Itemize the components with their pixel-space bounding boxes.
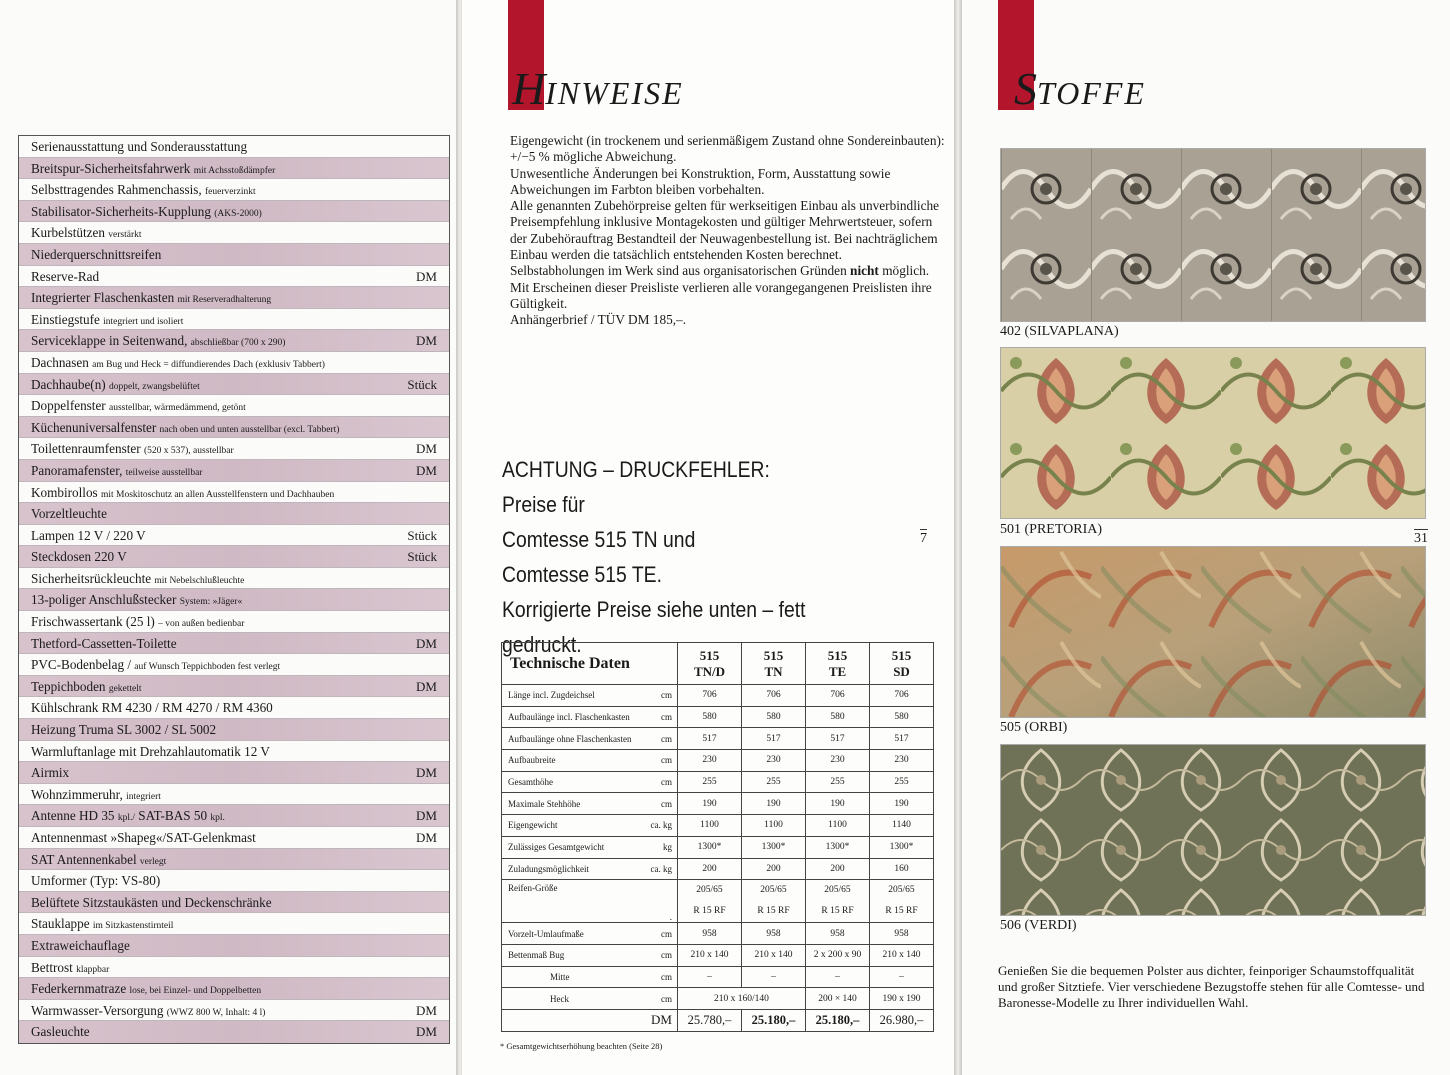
equipment-unit: DM bbox=[416, 830, 437, 845]
tech-cell: 1300* bbox=[678, 836, 742, 858]
tech-row bbox=[502, 685, 934, 707]
hinweise-heading: HINWEISE bbox=[512, 63, 684, 114]
fabric-label: 402 (SILVAPLANA) bbox=[1000, 324, 1119, 339]
note-validity: Mit Erscheinen dieser Preisliste verlieren alle vorangegangenen Preislisten ihre Gültigkeit. bbox=[510, 279, 932, 311]
equipment-row bbox=[19, 762, 449, 784]
model-variant: SD bbox=[893, 663, 910, 679]
equipment-row bbox=[19, 395, 449, 417]
equipment-unit: DM bbox=[416, 462, 437, 478]
tech-row-unit: cm bbox=[638, 793, 678, 815]
equipment-note: doppelt, zwangsbelüftet bbox=[109, 381, 200, 392]
equipment-name: Bettrost bbox=[31, 959, 73, 975]
tech-row bbox=[502, 728, 934, 750]
tech-row bbox=[502, 988, 934, 1010]
equipment-note: (WWZ 800 W, Inhalt: 4 l) bbox=[166, 1007, 266, 1018]
equipment-note: nach oben und unten ausstellbar (excl. Tabbert) bbox=[159, 424, 340, 435]
equipment-name: Heizung Truma SL 3002 / SL 5002 bbox=[31, 722, 217, 738]
equipment-row bbox=[19, 676, 449, 698]
tech-cell: 190 bbox=[870, 793, 934, 815]
model-number: 515 bbox=[699, 647, 720, 663]
page-hinweise bbox=[462, 0, 954, 1075]
equipment-row bbox=[19, 136, 449, 158]
equipment-note: integriert bbox=[126, 791, 161, 802]
tech-cell: 580 bbox=[806, 706, 870, 728]
page-stoffe bbox=[962, 0, 1450, 1075]
fabric-swatch-silvaplana bbox=[1000, 148, 1426, 322]
tech-cell: 190 bbox=[806, 793, 870, 815]
tech-row-label: Aufbaubreite bbox=[502, 750, 638, 772]
tech-row-unit: ca. kg bbox=[638, 858, 678, 880]
tech-row-label: Zuladungsmöglichkeit bbox=[502, 858, 638, 880]
tech-row bbox=[502, 923, 934, 945]
equipment-row bbox=[19, 741, 449, 763]
equipment-unit: DM bbox=[416, 635, 437, 651]
equipment-row bbox=[19, 568, 449, 590]
tech-cell: – bbox=[806, 966, 870, 988]
footnote: * Gesamtgewichtserhöhung beachten (Seite 28) bbox=[500, 1041, 663, 1051]
tech-row-label: Aufbaulänge ohne Flaschenkasten bbox=[502, 728, 638, 750]
equipment-name: Kühlschrank RM 4230 / RM 4270 / RM 4360 bbox=[31, 700, 273, 716]
equipment-row bbox=[19, 244, 449, 266]
tech-cell: 706 bbox=[678, 685, 742, 707]
tech-cell: 580 bbox=[870, 706, 934, 728]
equipment-name: Umformer (Typ: VS-80) bbox=[31, 873, 161, 889]
equipment-note: (AKS-2000) bbox=[214, 208, 262, 219]
tech-cell: 1300* bbox=[806, 836, 870, 858]
equipment-row bbox=[19, 222, 449, 244]
tech-row-label: Eigengewicht bbox=[502, 815, 638, 837]
tech-cell: 1300* bbox=[870, 836, 934, 858]
tire-type: R 15 RF bbox=[693, 906, 726, 917]
equipment-name: Dachhaube(n) bbox=[31, 376, 106, 392]
price-currency: DM bbox=[502, 1009, 678, 1031]
tech-row-unit: cm bbox=[638, 685, 678, 707]
misprint-warning bbox=[502, 452, 889, 662]
model-variant: TE bbox=[828, 663, 847, 679]
equipment-name: Stabilisator-Sicherheits-Kupplung bbox=[31, 203, 211, 219]
equipment-row bbox=[19, 352, 449, 374]
equipment-row bbox=[19, 589, 449, 611]
tech-cell: 517 bbox=[806, 728, 870, 750]
tech-title: Technische Daten bbox=[502, 643, 678, 685]
tech-cell: 210 x 160/140 bbox=[678, 988, 806, 1010]
equipment-row bbox=[19, 957, 449, 979]
equipment-name: Breitspur-Sicherheitsfahrwerk bbox=[31, 160, 191, 176]
tech-cell bbox=[678, 880, 742, 923]
tech-row-label: Mitte bbox=[502, 966, 638, 988]
tire-size: 205/65 bbox=[888, 885, 915, 896]
model-column-header bbox=[742, 643, 806, 685]
tech-cell: 1100 bbox=[742, 815, 806, 837]
equipment-unit: DM bbox=[416, 333, 437, 349]
equipment-row bbox=[19, 654, 449, 676]
equipment-unit: DM bbox=[416, 1024, 437, 1040]
equipment-row bbox=[19, 287, 449, 309]
equipment-name: Toilettenraumfenster bbox=[31, 441, 141, 457]
tech-cell: 230 bbox=[870, 750, 934, 772]
tire-size: 205/65 bbox=[824, 885, 851, 896]
technical-data-table bbox=[501, 642, 934, 1032]
equipment-unit: DM bbox=[416, 1002, 437, 1018]
equipment-name: Dachnasen bbox=[31, 354, 89, 370]
equipment-name: SAT Antennenkabel bbox=[31, 851, 137, 867]
tech-row bbox=[502, 771, 934, 793]
equipment-row bbox=[19, 978, 449, 1000]
tech-row-unit: . bbox=[638, 880, 678, 923]
equipment-note: mit Achsstoßdämpfer bbox=[193, 165, 276, 176]
tech-cell: 517 bbox=[870, 728, 934, 750]
equipment-name: Panoramafenster, bbox=[31, 462, 123, 478]
equipment-note: (520 x 537), ausstellbar bbox=[143, 446, 234, 457]
equipment-note: am Bug und Heck = diffundierendes Dach (exklusiv Tabbert) bbox=[92, 359, 325, 370]
equipment-name: Küchenuniversalfenster bbox=[31, 419, 157, 435]
fabric-pattern-image bbox=[1001, 149, 1426, 322]
tech-row bbox=[502, 815, 934, 837]
equipment-name: Warmwasser-Versorgung bbox=[31, 1002, 164, 1018]
equipment-name: Integrierter Flaschenkasten bbox=[31, 290, 175, 306]
tech-cell: 210 x 140 bbox=[742, 944, 806, 966]
note-weight: Eigengewicht (in trockenem und serienmäßigem Zustand ohne Sondereinbauten): +/−5 % mögliche Abweichung. bbox=[510, 133, 945, 165]
tech-row-label: Maximale Stehhöhe bbox=[502, 793, 638, 815]
equipment-note: – von außen bedienbar bbox=[158, 619, 245, 630]
model-column-header bbox=[678, 643, 742, 685]
tech-cell: 517 bbox=[678, 728, 742, 750]
equipment-name: Wohnzimmeruhr, bbox=[31, 786, 123, 802]
equipment-name: PVC-Bodenbelag / bbox=[31, 657, 131, 673]
equipment-note: teilweise ausstellbar bbox=[125, 467, 203, 478]
tech-row bbox=[502, 706, 934, 728]
hinweise-notes bbox=[510, 133, 950, 329]
equipment-row bbox=[19, 913, 449, 935]
equipment-name: Warmluftanlage mit Drehzahlautomatik 12 V bbox=[31, 743, 270, 759]
tech-row-label: Länge incl. Zugdeichsel bbox=[502, 685, 638, 707]
page-equipment bbox=[0, 0, 456, 1075]
tech-row-unit: cm bbox=[638, 706, 678, 728]
tech-row-label: Heck bbox=[502, 988, 638, 1010]
fabric-pattern-image bbox=[1001, 348, 1426, 519]
warning-line: Comtesse 515 TN und bbox=[502, 527, 696, 552]
tech-row bbox=[502, 880, 934, 923]
equipment-unit: DM bbox=[416, 765, 437, 781]
fabric-label: 505 (ORBI) bbox=[1000, 720, 1068, 735]
equipment-row bbox=[19, 525, 449, 547]
tech-cell: 160 bbox=[870, 858, 934, 880]
equipment-name: Antennenmast »Shapeg«/SAT-Gelenkmast bbox=[31, 830, 256, 845]
equipment-row bbox=[19, 417, 449, 439]
note-pickup: Selbstabholungen im Werk sind aus organisatorischen Gründen nicht möglich. bbox=[510, 263, 930, 279]
equipment-note: gekettelt bbox=[108, 683, 142, 694]
warning-line: Korrigierte Preise siehe unten – fett gedruckt. bbox=[502, 597, 806, 657]
tech-cell: 706 bbox=[870, 685, 934, 707]
equipment-note: System: »Jäger« bbox=[179, 597, 243, 608]
equipment-name: Frischwassertank (25 l) bbox=[31, 614, 155, 630]
equipment-note: im Sitzkastenstirnteil bbox=[92, 921, 174, 932]
tech-cell: 958 bbox=[870, 923, 934, 945]
equipment-name: Serienausstattung und Sonderausstattung bbox=[31, 139, 248, 154]
tire-type: R 15 RF bbox=[821, 906, 854, 917]
tech-cell: – bbox=[870, 966, 934, 988]
tech-cell bbox=[806, 880, 870, 923]
equipment-name: Airmix bbox=[31, 765, 70, 781]
tech-cell: 210 x 140 bbox=[678, 944, 742, 966]
equipment-name: Sicherheitsrückleuchte bbox=[31, 570, 152, 586]
tech-cell: 958 bbox=[742, 923, 806, 945]
equipment-row bbox=[19, 935, 449, 957]
fabric-swatch-verdi bbox=[1000, 744, 1426, 916]
tech-cell: 1300* bbox=[742, 836, 806, 858]
tech-row-label: Bettenmaß Bug bbox=[502, 944, 638, 966]
equipment-name: Stauklappe bbox=[31, 916, 90, 932]
tech-cell: 2 x 200 x 90 bbox=[806, 944, 870, 966]
equipment-row bbox=[19, 1000, 449, 1022]
tech-cell: 255 bbox=[806, 771, 870, 793]
equipment-row bbox=[19, 633, 449, 655]
equipment-note: ausstellbar, wärmedämmend, getönt bbox=[109, 403, 246, 414]
equipment-name: Kombirollos bbox=[31, 484, 98, 500]
tech-row-unit: cm bbox=[638, 728, 678, 750]
tech-cell: 958 bbox=[678, 923, 742, 945]
tech-cell bbox=[742, 880, 806, 923]
tech-row bbox=[502, 966, 934, 988]
fabric-pattern-image bbox=[1001, 745, 1426, 916]
model-variant: TN bbox=[764, 663, 783, 679]
equipment-note: feuerverzinkt bbox=[204, 187, 256, 198]
tech-cell: 230 bbox=[742, 750, 806, 772]
tech-row-unit: cm bbox=[638, 988, 678, 1010]
tech-cell: 1140 bbox=[870, 815, 934, 837]
equipment-name: 13-poliger Anschlußstecker bbox=[31, 592, 177, 608]
equipment-row bbox=[19, 503, 449, 525]
tech-cell: 255 bbox=[870, 771, 934, 793]
equipment-row bbox=[19, 201, 449, 223]
price-cell: 25.180,– bbox=[806, 1009, 870, 1031]
tire-type: R 15 RF bbox=[757, 906, 790, 917]
tech-cell: 1100 bbox=[678, 815, 742, 837]
equipment-name: Selbsttragendes Rahmenchassis, bbox=[31, 182, 202, 198]
equipment-row bbox=[19, 719, 449, 741]
tech-row-unit: kg bbox=[638, 836, 678, 858]
equipment-name: Doppelfenster bbox=[31, 398, 106, 414]
tech-cell bbox=[870, 880, 934, 923]
equipment-note: kpl. bbox=[210, 813, 225, 824]
fabric-description: Genießen Sie die bequemen Polster aus dichter, feinporiger Schaumstoffqualität und großer Sitztiefe. Vier verschiedene Bezugstoffe stehen für alle Comtesse- und Baronesse-Modelle zu Ihrer individuellen Wahl. bbox=[998, 963, 1425, 1010]
equipment-list bbox=[18, 135, 450, 1044]
equipment-note: mit Moskitoschutz an allen Ausstellfenstern und Dachhauben bbox=[100, 489, 335, 500]
equipment-name: Vorzeltleuchte bbox=[31, 506, 107, 522]
note-prices: Alle genannten Zubehörpreise gelten für werkseitigen Einbau als unverbindliche Preisempfehlung inklusive Montagekosten und gültiger Mehrwertsteuer, sofern der Zubehörauftrag Bestandteil der Neuwagenbestellung ist. Bei nachträglichem Einbau werden die tatsächlich entstehenden Kosten berechnet. bbox=[510, 198, 940, 263]
tech-cell: 706 bbox=[742, 685, 806, 707]
tech-row-unit: cm bbox=[638, 750, 678, 772]
model-column-header bbox=[806, 643, 870, 685]
equipment-name: Thetford-Cassetten-Toilette bbox=[31, 635, 177, 651]
equipment-row bbox=[19, 482, 449, 504]
tech-cell: 580 bbox=[678, 706, 742, 728]
tech-cell: 190 bbox=[678, 793, 742, 815]
equipment-note: integriert und isoliert bbox=[103, 316, 184, 327]
tech-cell: 200 bbox=[806, 858, 870, 880]
equipment-note: abschließbar (700 x 290) bbox=[190, 338, 286, 349]
equipment-unit: Stück bbox=[407, 549, 437, 565]
equipment-note: mit Reserveradhalterung bbox=[177, 295, 272, 306]
tech-cell: 580 bbox=[742, 706, 806, 728]
tech-row-unit: ca. kg bbox=[638, 815, 678, 837]
equipment-row bbox=[19, 179, 449, 201]
tech-cell: 200 × 140 bbox=[806, 988, 870, 1010]
equipment-row bbox=[19, 309, 449, 331]
model-number: 515 bbox=[827, 647, 848, 663]
equipment-row bbox=[19, 158, 449, 180]
fabric-pattern-image bbox=[1001, 547, 1426, 718]
equipment-name: Federkernmatraze bbox=[31, 981, 127, 997]
tech-row-label: Aufbaulänge incl. Flaschenkasten bbox=[502, 706, 638, 728]
note-tuev: Anhängerbrief / TÜV DM 185,–. bbox=[510, 312, 687, 328]
tech-row-label: Vorzelt-Umlaufmaße bbox=[502, 923, 638, 945]
equipment-row bbox=[19, 892, 449, 914]
fabric-label: 506 (VERDI) bbox=[1000, 918, 1077, 933]
equipment-row bbox=[19, 805, 449, 827]
page-number-7: 7 bbox=[920, 531, 927, 546]
equipment-name: Lampen 12 V / 220 V bbox=[31, 527, 146, 543]
equipment-name: Gasleuchte bbox=[31, 1024, 90, 1040]
tech-cell: 210 x 140 bbox=[870, 944, 934, 966]
tech-cell: 230 bbox=[806, 750, 870, 772]
warning-title: ACHTUNG – DRUCKFEHLER: bbox=[502, 457, 770, 482]
tech-cell: 255 bbox=[742, 771, 806, 793]
equipment-note: klappbar bbox=[76, 964, 110, 975]
equipment-name: Belüftete Sitzstaukästen und Deckenschränke bbox=[31, 894, 272, 910]
equipment-row bbox=[19, 374, 449, 396]
equipment-row bbox=[19, 266, 449, 288]
tech-cell: 200 bbox=[742, 858, 806, 880]
equipment-row bbox=[19, 611, 449, 633]
equipment-unit: Stück bbox=[407, 527, 437, 543]
price-cell: 25.180,– bbox=[742, 1009, 806, 1031]
page-number-31: 31 bbox=[1414, 531, 1428, 546]
tech-cell: – bbox=[678, 966, 742, 988]
equipment-note: mit Nebelschlußleuchte bbox=[154, 575, 245, 586]
tech-cell: 1100 bbox=[806, 815, 870, 837]
equipment-note: kpl./ bbox=[117, 813, 135, 824]
tire-size: 205/65 bbox=[696, 885, 723, 896]
tire-type: R 15 RF bbox=[885, 906, 918, 917]
tech-row bbox=[502, 836, 934, 858]
tech-cell: 190 bbox=[742, 793, 806, 815]
equipment-row bbox=[19, 849, 449, 871]
equipment-unit: DM bbox=[416, 808, 437, 824]
tech-row-label: Gesamthöhe bbox=[502, 771, 638, 793]
tech-cell: 255 bbox=[678, 771, 742, 793]
warning-line: Preise für bbox=[502, 492, 585, 517]
price-cell: 26.980,– bbox=[870, 1009, 934, 1031]
tech-row-unit: cm bbox=[638, 771, 678, 793]
tire-size: 205/65 bbox=[760, 885, 787, 896]
tech-cell: 200 bbox=[678, 858, 742, 880]
model-number: 515 bbox=[891, 647, 912, 663]
tech-row-unit: cm bbox=[638, 944, 678, 966]
equipment-unit: DM bbox=[416, 441, 437, 457]
model-number: 515 bbox=[763, 647, 784, 663]
equipment-name: Teppichboden bbox=[31, 678, 106, 694]
fabric-swatch-pretoria bbox=[1000, 347, 1426, 519]
equipment-row bbox=[19, 1021, 449, 1043]
tech-row-unit: cm bbox=[638, 923, 678, 945]
equipment-row bbox=[19, 784, 449, 806]
tech-row-label: Zulässiges Gesamtgewicht bbox=[502, 836, 638, 858]
equipment-note: verlegt bbox=[139, 856, 167, 867]
tech-cell: – bbox=[742, 966, 806, 988]
equipment-name: Serviceklappe in Seitenwand, bbox=[31, 333, 188, 349]
model-variant: TN/D bbox=[693, 663, 726, 679]
equipment-row bbox=[19, 460, 449, 482]
equipment-unit: Stück bbox=[407, 376, 437, 392]
tech-cell: 190 x 190 bbox=[870, 988, 934, 1010]
equipment-note: auf Wunsch Teppichboden fest verlegt bbox=[134, 662, 281, 673]
equipment-name: Niederquerschnittsreifen bbox=[31, 246, 162, 262]
fabric-label: 501 (PRETORIA) bbox=[1000, 522, 1103, 537]
price-row bbox=[502, 1009, 934, 1031]
stoffe-heading: STOFFE bbox=[1014, 63, 1146, 114]
tech-row-label: Reifen-Größe bbox=[502, 880, 638, 923]
equipment-name: Einstiegstufe bbox=[31, 311, 100, 327]
equipment-name: Extraweichauflage bbox=[31, 937, 130, 953]
fabric-swatch-orbi bbox=[1000, 546, 1426, 718]
tech-cell: 958 bbox=[806, 923, 870, 945]
equipment-note: verstärkt bbox=[108, 230, 142, 241]
equipment-row bbox=[19, 546, 449, 568]
equipment-name: Antenne HD 35 bbox=[31, 808, 115, 824]
tech-cell: 517 bbox=[742, 728, 806, 750]
tech-row bbox=[502, 793, 934, 815]
equipment-name: Steckdosen 220 V bbox=[31, 549, 127, 565]
note-changes: Unwesentliche Änderungen bei Konstruktion, Form, Ausstattung sowie Abweichungen im Farbton bleiben vorbehalten. bbox=[510, 165, 891, 197]
tech-row-unit: cm bbox=[638, 966, 678, 988]
equipment-note: lose, bei Einzel- und Doppelbetten bbox=[129, 986, 262, 997]
equipment-name: Reserve-Rad bbox=[31, 268, 100, 284]
price-cell: 25.780,– bbox=[678, 1009, 742, 1031]
warning-line: Comtesse 515 TE. bbox=[502, 562, 662, 587]
tech-cell: 230 bbox=[678, 750, 742, 772]
equipment-row bbox=[19, 870, 449, 892]
tech-header-row bbox=[502, 643, 934, 685]
equipment-unit: DM bbox=[416, 678, 437, 694]
equipment-row bbox=[19, 827, 449, 849]
tech-cell: 706 bbox=[806, 685, 870, 707]
page-gutter bbox=[954, 0, 962, 1075]
tech-row bbox=[502, 750, 934, 772]
equipment-row bbox=[19, 330, 449, 352]
equipment-unit: DM bbox=[416, 268, 437, 284]
equipment-name: SAT-BAS 50 bbox=[138, 808, 208, 824]
tech-row bbox=[502, 858, 934, 880]
tech-row bbox=[502, 944, 934, 966]
model-column-header bbox=[870, 643, 934, 685]
equipment-row bbox=[19, 438, 449, 460]
equipment-name: Kurbelstützen bbox=[31, 225, 105, 241]
equipment-row bbox=[19, 697, 449, 719]
